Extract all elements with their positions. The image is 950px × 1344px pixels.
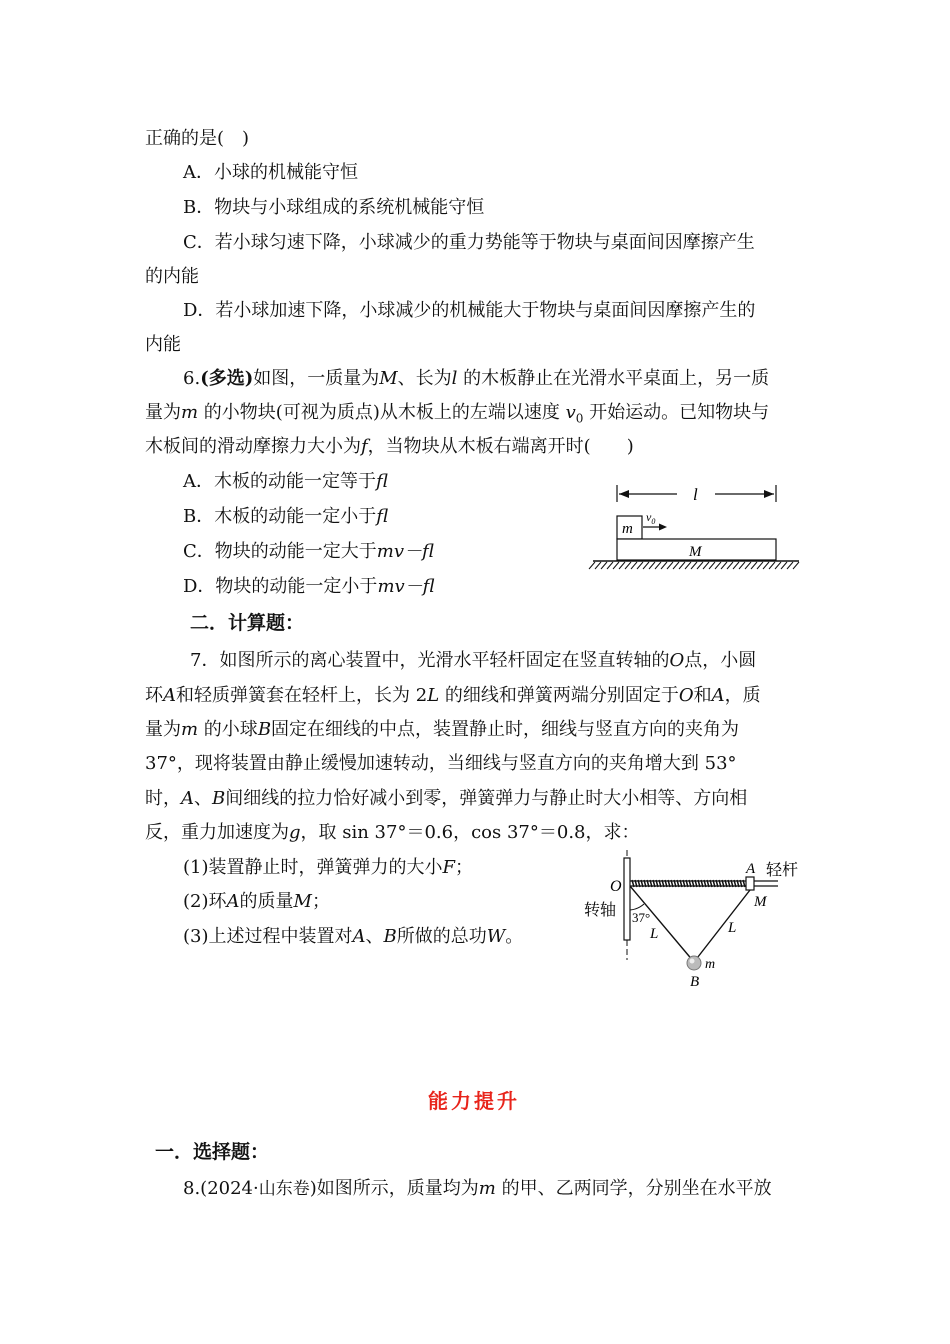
q7-centrifuge-figure — [580, 848, 810, 993]
velocity-label: $v_0$ — [646, 510, 656, 526]
q6-option-b: B．木板的动能一定小于fl — [183, 506, 389, 527]
q5-option-a: A．小球的机械能守恒 — [183, 162, 358, 183]
q7-line-2: 环A和轻质弹簧套在轻杆上，长为 2L 的细线和弹簧两端分别固定于O和A，质 — [145, 685, 761, 706]
q5-option-b: B．物块与小球组成的系统机械能守恒 — [183, 197, 485, 218]
q6-option-d: D．物块的动能一定小于mv－fl — [183, 576, 435, 597]
q6-option-c: C．物块的动能一定大于mv－fl — [183, 541, 435, 562]
q6-line-1: 6.(多选)如图，一质量为M、长为l 的木板静止在光滑水平桌面上，另一质 — [183, 368, 770, 389]
q7-line-6: 反，重力加速度为g，取 sin 37°＝0.6，cos 37°＝0.8，求： — [145, 822, 640, 843]
q6-line-3: 木板间的滑动摩擦力大小为f，当物块从木板右端离开时( ) — [145, 436, 634, 457]
section-2-title: 二．计算题： — [190, 612, 305, 634]
board-mass-label: M — [689, 544, 702, 560]
axis-label: 转轴 — [584, 902, 617, 919]
ability-heading: 能力提升 — [428, 1089, 520, 1113]
q7-line-4: 37°，现将装置由静止缓慢加速转动，当细线与竖直方向的夹角增大到 53° — [145, 753, 737, 774]
ball-b-label: B — [690, 974, 700, 990]
length-label: l — [693, 485, 698, 504]
point-o-label: O — [610, 878, 622, 895]
ring-a-label: A — [746, 861, 756, 877]
q5-option-c: C．若小球匀速下降，小球减少的重力势能等于物块与桌面间因摩擦产生 — [183, 232, 755, 253]
angle-label: 37° — [632, 910, 651, 925]
q7-line-3: 量为m 的小球B固定在细线的中点，装置静止时，细线与竖直方向的夹角为 — [145, 719, 740, 740]
q7-line-5: 时，A、B间细线的拉力恰好减小到零，弹簧弹力与静止时大小相等、方向相 — [145, 788, 748, 809]
q5-option-c-cont: 的内能 — [145, 266, 199, 287]
q5-option-d: D．若小球加速下降，小球减少的机械能大于物块与桌面间因摩擦产生的 — [183, 300, 756, 321]
q6-multi-tag: (多选) — [200, 368, 254, 389]
q8-line-1: 8.(2024·山东卷)如图所示，质量均为m 的甲、乙两同学，分别坐在水平放 — [183, 1178, 772, 1199]
q5-stem-end: 正确的是( ) — [145, 128, 250, 149]
block-mass-label: m — [622, 521, 633, 537]
q7-part-3: (3)上述过程中装置对A、B所做的总功W。 — [183, 926, 524, 947]
q7-part-1: (1)装置静止时，弹簧弹力的大小F； — [183, 857, 473, 878]
ring-mass-label: M — [754, 894, 767, 910]
q7-line-1: 7．如图所示的离心装置中，光滑水平轻杆固定在竖直转轴的O点，小圆 — [190, 650, 757, 671]
rod-label: 轻杆 — [766, 862, 799, 879]
q6-board-figure — [585, 480, 810, 575]
q5-option-d-cont: 内能 — [145, 334, 181, 355]
string-right-label: L — [728, 920, 737, 936]
q6-line-2: 量为m 的小物块(可视为质点)从木板上的左端以速度 $v_0$ 开始运动。已知物块与 — [145, 402, 770, 426]
section-1-title: 一．选择题： — [155, 1141, 270, 1163]
string-left-label: L — [650, 926, 659, 942]
q7-part-2: (2)环A的质量M； — [183, 891, 330, 912]
q6-option-a: A．木板的动能一定等于fl — [183, 471, 389, 492]
ball-mass-label: m — [705, 957, 716, 972]
